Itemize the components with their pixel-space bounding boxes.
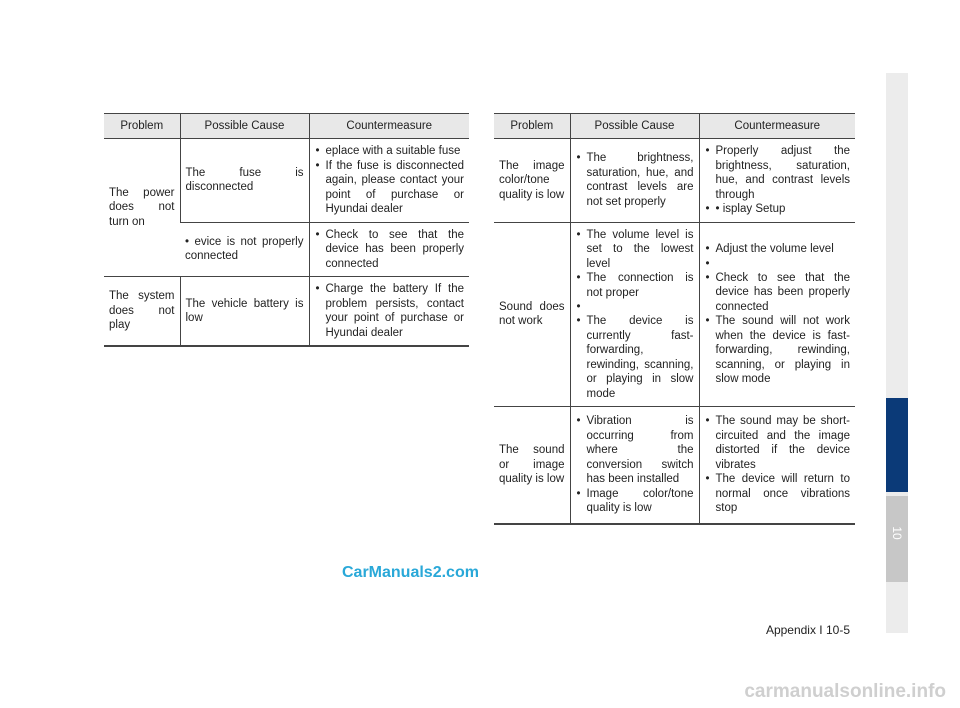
spacer	[576, 300, 694, 314]
list-item: • The connection is not proper	[576, 271, 694, 300]
side-tab-active	[886, 398, 908, 492]
list-item: • The device will return to normal once vibrations stop	[705, 472, 851, 516]
list-item: • The device is currently fast-forwarding, rewinding, scanning, or playing in slow mode	[576, 314, 694, 401]
chapter-number: 10	[890, 526, 904, 540]
list-item: • The brightness, saturation, hue, and contrast levels are not set properly	[576, 151, 694, 209]
list-item: • Adjust the volume level	[705, 242, 851, 257]
header-cause: Possible Cause	[180, 114, 309, 139]
list-item-sub: • • isplay Setup	[705, 202, 851, 217]
countermeasure-cell	[699, 407, 855, 525]
list-item: • Charge the battery If the problem persists, contact your point of purchase or Hyundai dealer	[315, 282, 465, 340]
cause-cell	[570, 139, 699, 223]
countermeasure-cell	[699, 222, 855, 407]
problem-cell: The system does not play	[104, 277, 180, 347]
cause-cell: The fuse is disconnected	[180, 139, 309, 223]
cause-cell	[570, 222, 699, 407]
troubleshooting-table-right	[494, 113, 855, 525]
header-countermeasure: Countermeasure	[699, 114, 855, 139]
list-item: • If the fuse is disconnected again, please contact your point of purchase or Hyundai dealer	[315, 159, 465, 217]
list-item: • The sound may be short-circuited and the image distorted if the device vibrates	[705, 414, 851, 472]
table-row	[104, 139, 469, 223]
watermark-carmanualsonline: carmanualsonline.info	[744, 681, 946, 702]
cause-cell	[570, 407, 699, 525]
header-countermeasure: Countermeasure	[309, 114, 469, 139]
table-row	[494, 407, 855, 525]
table-row	[494, 222, 855, 407]
countermeasure-cell	[309, 139, 469, 223]
problem-cell: The sound or image quality is low	[494, 407, 570, 525]
problem-cell: Sound does not work	[494, 222, 570, 407]
list-item: • Vibration is occurring from where the conversion switch has been installed	[576, 414, 694, 487]
header-cause: Possible Cause	[570, 114, 699, 139]
cause-cell: • evice is not properly connected	[180, 222, 309, 277]
list-item: • The sound will not work when the device is fast-forwarding, rewinding, scanning, or playing in slow mode	[705, 314, 851, 387]
list-item: • eplace with a suitable fuse	[315, 144, 465, 159]
list-item: • Check to see that the device has been properly connected	[705, 271, 851, 315]
countermeasure-cell	[309, 277, 469, 347]
problem-cell: The power does not turn on	[104, 139, 180, 277]
table-row	[104, 277, 469, 347]
list-item: • The volume level is set to the lowest level	[576, 228, 694, 272]
spacer	[705, 257, 851, 271]
countermeasure-cell	[309, 222, 469, 277]
troubleshooting-table-left	[104, 113, 469, 347]
countermeasure-cell	[699, 139, 855, 223]
header-problem: Problem	[104, 114, 180, 139]
list-item: • Check to see that the device has been properly connected	[315, 228, 465, 272]
list-item: • Image color/tone quality is low	[576, 487, 694, 516]
table-row	[494, 139, 855, 223]
list-item: • Properly adjust the brightness, saturation, hue, and contrast levels through	[705, 144, 851, 202]
page-footer: Appendix I 10-5	[765, 623, 850, 637]
watermark-carmanuals2[interactable]: CarManuals2.com	[342, 564, 479, 581]
cause-cell: The vehicle battery is low	[180, 277, 309, 347]
header-problem: Problem	[494, 114, 570, 139]
problem-cell: The image color/tone quality is low	[494, 139, 570, 223]
